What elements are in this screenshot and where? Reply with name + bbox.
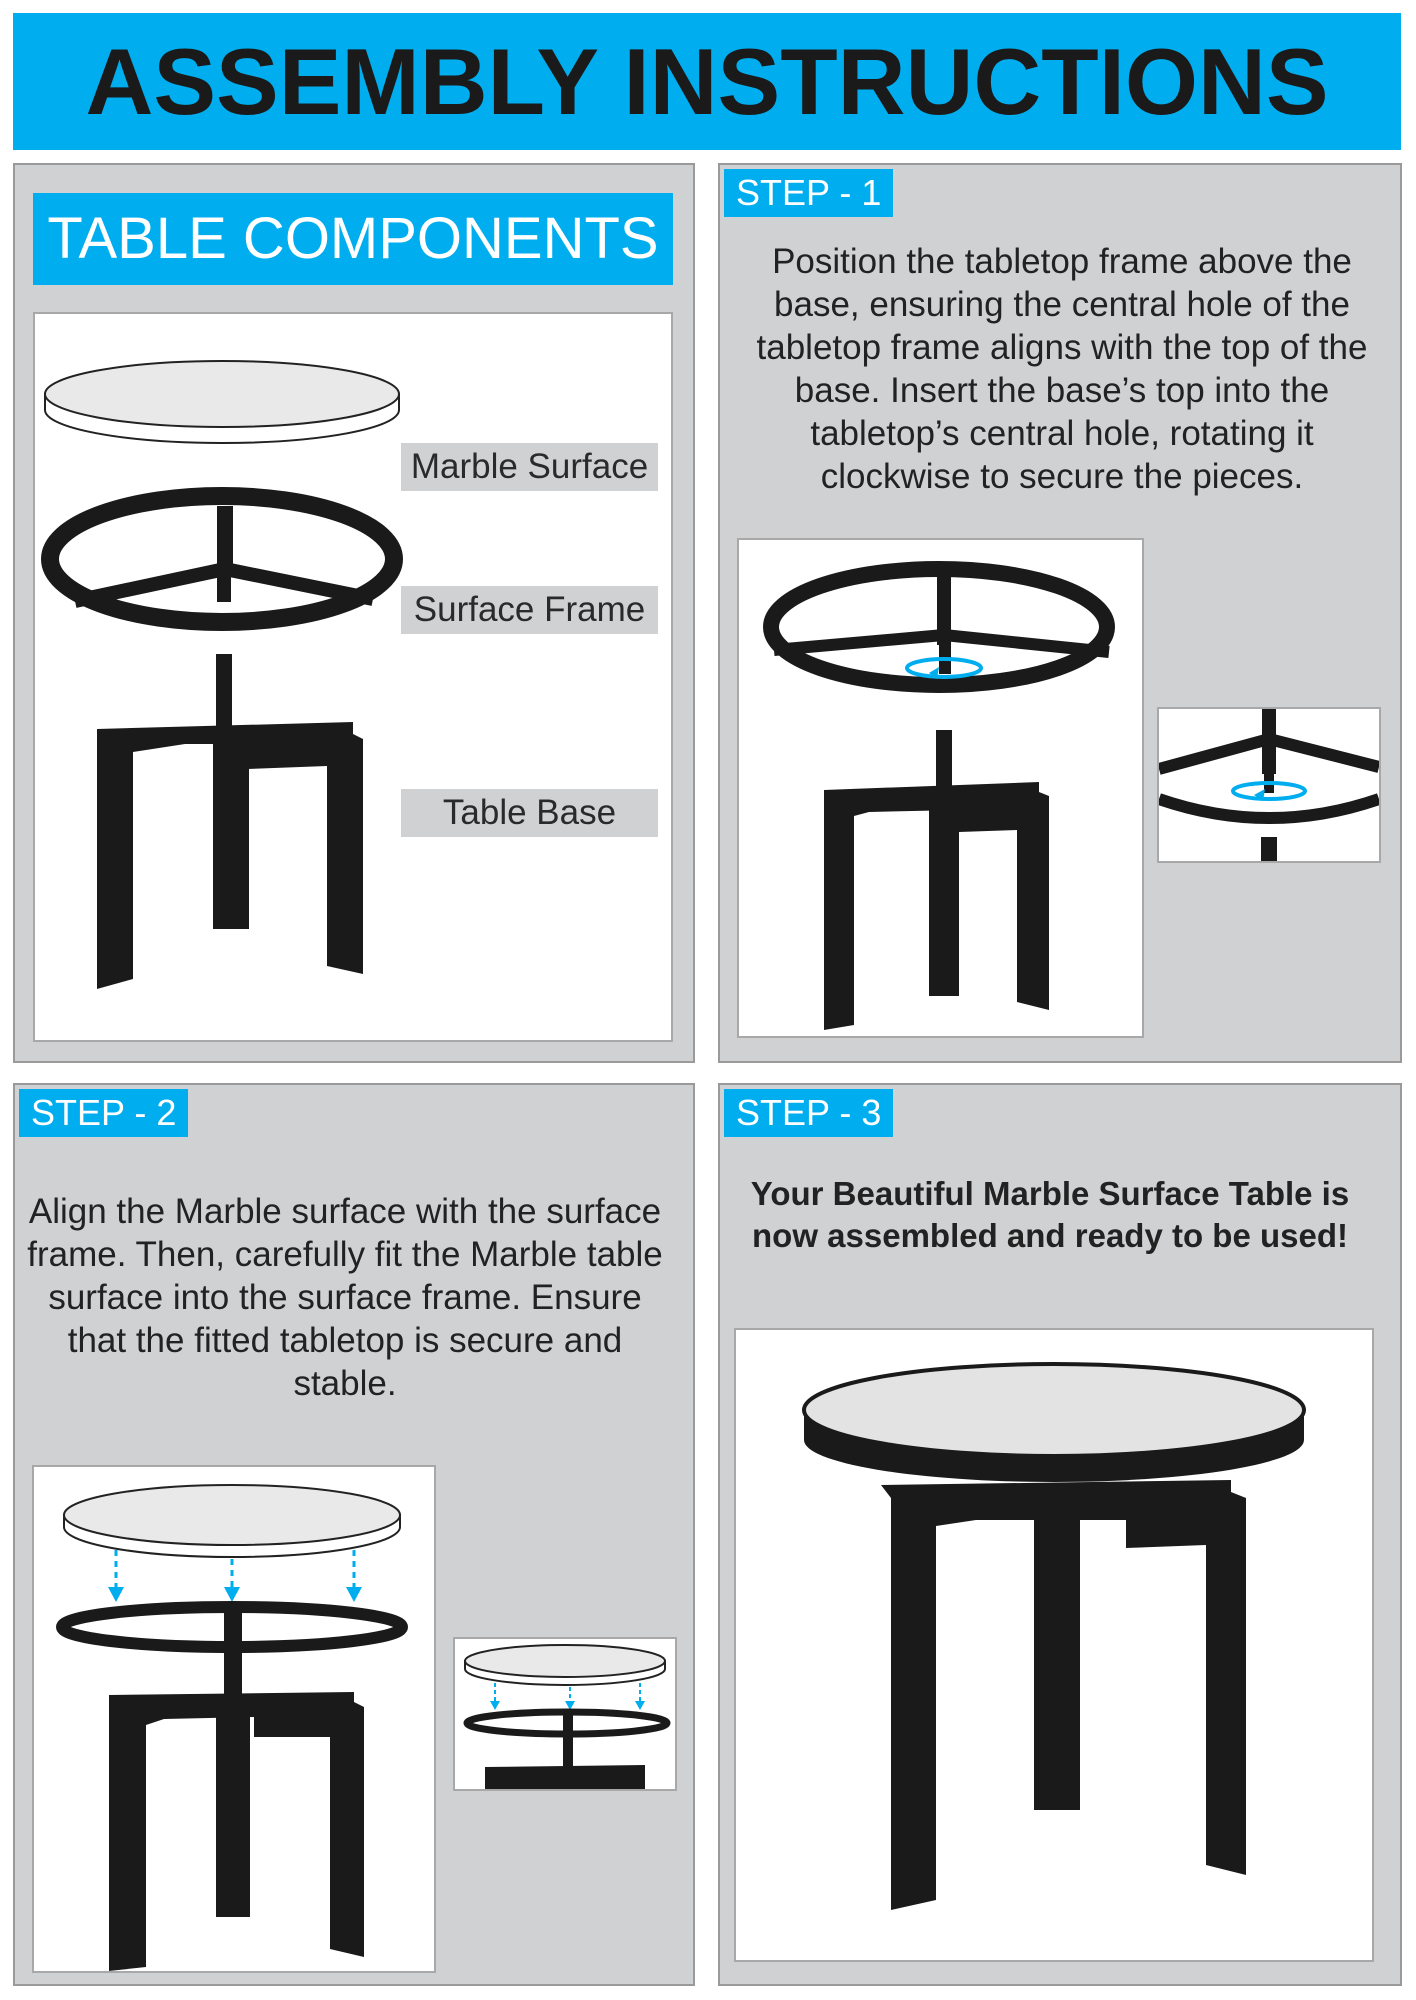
step-2-text: Align the Marble surface with the surface frame. Then, carefully fit the Marble table surface into the surface frame. Ensure that the fitted tabletop is secure and stable.: [27, 1192, 663, 1403]
step-2-panel: [13, 1083, 695, 1986]
part-label-marble-surface: Marble Surface: [401, 443, 658, 491]
components-panel: [13, 163, 695, 1063]
part-label-surface-frame: Surface Frame: [401, 586, 658, 634]
step-2-detail-illustration-box: [453, 1637, 677, 1791]
page-title: ASSEMBLY INSTRUCTIONS: [85, 28, 1329, 134]
part-label-table-base: Table Base: [401, 789, 658, 837]
components-illustration-box: [33, 312, 673, 1042]
step-1-detail-illustration-box: [1157, 707, 1381, 863]
step-1-text: Position the tabletop frame above the base, ensuring the central hole of the tabletop frame aligns with the top of the base. Insert the base’s top into the tabletop’s central hole, rotating it clockwise to secure the pieces.: [756, 242, 1368, 496]
step-3-finished-table-box: [734, 1328, 1374, 1962]
step-2-label: STEP - 2: [19, 1089, 188, 1137]
components-heading: TABLE COMPONENTS: [33, 193, 673, 285]
step-1-main-illustration: [739, 540, 1142, 1036]
step-1-detail-illustration: [1159, 709, 1379, 861]
step-2-main-illustration: [34, 1467, 434, 1971]
step-1-main-illustration-box: [737, 538, 1144, 1038]
finished-table-illustration: [736, 1330, 1372, 1960]
table-base-part: [97, 654, 363, 989]
surface-frame-part: [50, 496, 394, 622]
step-1-label: STEP - 1: [724, 169, 893, 217]
title-banner: [13, 13, 1401, 150]
step-2-detail-illustration: [455, 1639, 675, 1789]
step-3-panel: [718, 1083, 1402, 1986]
step-2-main-illustration-box: [32, 1465, 436, 1973]
marble-surface-part: [45, 361, 399, 443]
step-1-panel: [718, 163, 1402, 1063]
step-3-text: Your Beautiful Marble Surface Table is now assembled and ready to be used!: [750, 1175, 1350, 1254]
step-3-label: STEP - 3: [724, 1089, 893, 1137]
components-illustration: [35, 314, 671, 1040]
